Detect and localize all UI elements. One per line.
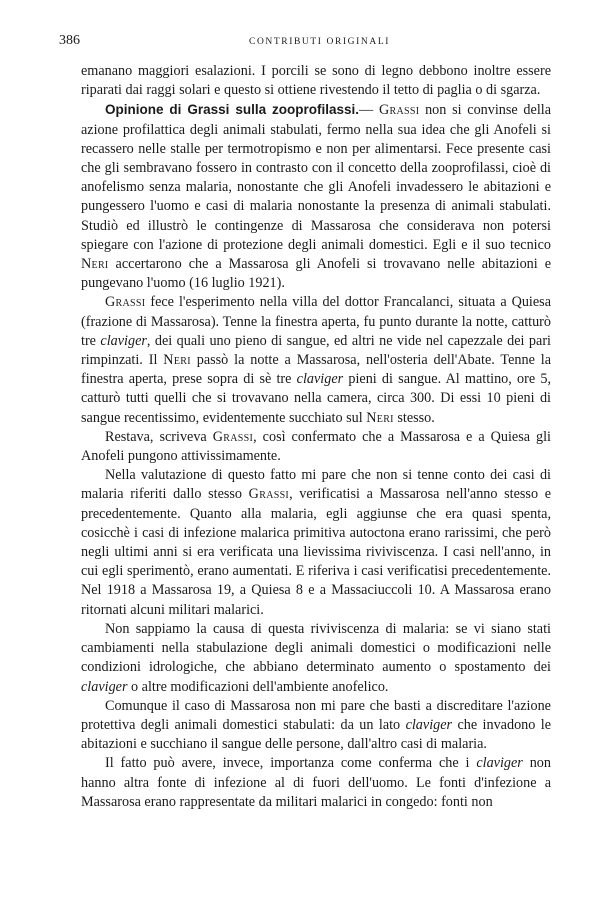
species-term: claviger: [476, 755, 523, 772]
author-name: Neri: [81, 256, 109, 273]
text-run: , verificatisi a Massarosa nell'anno stesso e precedentemente. Quanto alla malaria, egli aggiunse che era quasi spenta, cosicchè i casi di infezione malarica primitiva autoctona erano rarissimi, che però negli ultimi anni si era verificata una lievissima riviviscenza. I casi nell'anno, in cui egli sperimentò, erano aumentati. E riferiva i casi verificatisi precedentemente. Nel 1918 a Massarosa 19, a Quiesa 8 e a Massaciuccoli 10. A Massarosa erano ritornati alcuni militari malarici.: [81, 486, 551, 618]
author-name: Grassi: [212, 428, 254, 445]
text-run: pieni di sangue. Al mattino, ore 5, catturò tutti quelli che si trovavano nella camera, circa 300. Di essi 10 pieni di sangue recentissimo, evidentemente succhiato sul: [81, 371, 551, 426]
text-run: accertarono che a Massarosa gli Anofeli si trovavano nelle abitazioni e pungevano l'uomo (16 luglio 1921).: [81, 256, 551, 292]
text-run: , dei quali uno pieno di sangue, ed altri ne vide nel capezzale dei pari rimpinzati. Il: [81, 332, 551, 369]
author-name: Grassi: [248, 486, 290, 503]
text-run: Non sappiamo la causa di questa riviviscenza di malaria: se vi siano stati cambiamenti nella stabulazione degli animali domestici o modificazioni nelle condizioni idrologiche, che abbiano determinato aumento o spostamento dei: [81, 620, 551, 676]
paragraph: [81, 754, 551, 812]
body-text: [81, 62, 551, 812]
paragraph: [81, 100, 551, 293]
paragraph: [81, 428, 551, 466]
text-run: che invadono le abitazioni e succhiano il sangue delle persone, dall'altro casi di malaria.: [81, 716, 551, 753]
species-term: claviger: [81, 678, 128, 695]
paragraph: [81, 466, 551, 620]
author-name: Neri: [163, 352, 191, 369]
text-run: —: [359, 102, 379, 119]
page-number: 386: [59, 33, 80, 48]
text-run: , così confermato che a Massarosa e a Quiesa gli Anofeli pungono attivissimamente.: [81, 428, 551, 465]
text-run: fece l'esperimento nella villa del dottor Francalanci, situata a Quiesa (frazione di Massarosa). Tenne la finestra aperta, fu punto durante la notte, catturò tre: [81, 294, 551, 349]
text-run: emanano maggiori esalazioni. I porcili se sono di legno debbono inoltre essere riparati dai raggi solari e questo si ottiene rivestendo il tetto di paglia o di sgarza.: [81, 63, 551, 99]
paragraph: [81, 293, 551, 427]
text-run: non hanno altra fonte di infezione al di fuori dell'uomo. Le fonti d'infezione a Massarosa erano rappresentate da militari malarici in congedo: fonti non: [81, 755, 551, 810]
author-name: Neri: [366, 409, 394, 426]
text-run: passò la notte a Massarosa, nell'osteria dell'Abate. Tenne la finestra aperta, prese sopra di sè tre: [81, 352, 551, 388]
species-term: claviger: [100, 332, 147, 349]
paragraph: [81, 62, 551, 100]
text-run: Nella valutazione di questo fatto mi pare che non si tenne conto dei casi di malaria riferiti dallo stesso: [81, 467, 551, 503]
paragraph: [81, 620, 551, 697]
species-term: claviger: [405, 716, 453, 733]
text-run: Restava, scriveva: [105, 428, 213, 445]
author-name: Grassi: [105, 294, 146, 311]
section-heading: Opinione di Grassi sulla zooprofilassi.: [105, 102, 360, 118]
text-run: non si convinse della azione profilattica degli animali stabulati, fermo nella sua idea che gli Anofeli si recassero nelle stalle per termotropismo e non per alimentarsi. Fece presente casi che gli sembravano fossero in contrasto con il concetto della zooprofilassi, cioè di anofelismo senza malaria, nonostante che gli Anofeli invadessero le abitazioni e pungessero l'uomo e casi di malaria nonostante la presenza di animali stabulati. Studiò ed illustrò le contingenze di Massarosa che considerava non potersi spiegare con l'azione di protezione degli animali domestici. Egli e il suo tecnico: [81, 102, 552, 253]
paragraph: [81, 697, 551, 755]
text-run: o altre modificazioni dell'ambiente anofelico.: [127, 678, 389, 695]
text-run: Il fatto può avere, invece, importanza come conferma che i: [105, 755, 477, 772]
running-head: [59, 33, 550, 51]
author-name: Grassi: [378, 102, 420, 119]
running-title: CONTRIBUTI ORIGINALI: [249, 37, 390, 47]
text-run: stesso.: [393, 409, 435, 426]
text-run: Comunque il caso di Massarosa non mi pare che basti a discreditare l'azione protettiva degli animali domestici stabulati: da un lato: [81, 697, 551, 733]
species-term: claviger: [296, 371, 344, 388]
